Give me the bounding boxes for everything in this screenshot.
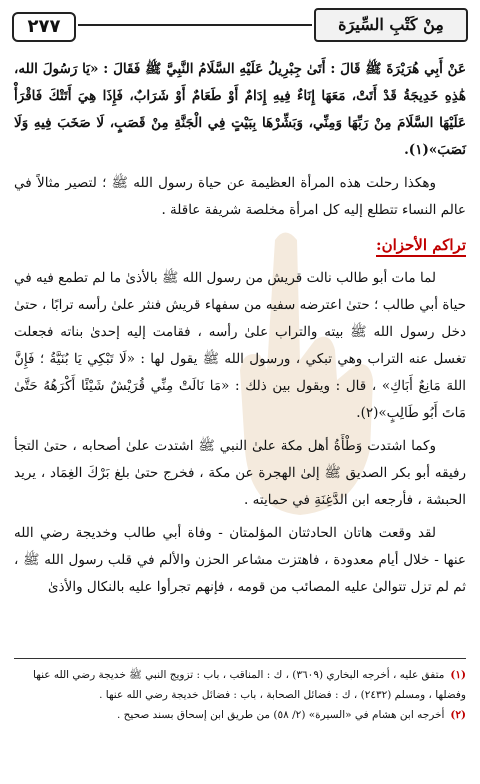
- footnote: [14, 705, 466, 725]
- header-divider: [78, 24, 312, 26]
- section-heading-wrap: [14, 230, 466, 265]
- body-paragraph: لقد وقعت هاتان الحادثتان المؤلمتان - وفاة أبي طالب وخديجة رضي الله عنها - خلال أيام معدودة ، فاهتزت مشاعر الحزن والألم في قلب رسول الله ﷺ ، ثم لم تزل تتوالىٰ عليه المصائب من قومه ، فإنهم تجرأوا عليه بالنكال والأذىٰ: [14, 525, 466, 595]
- footnote: [14, 665, 466, 705]
- page-header: [12, 6, 468, 42]
- page-number: ٢٧٧: [12, 12, 76, 42]
- footnote-text: متفق عليه ، أخرجه البخاري (٣٦٠٩) ، ك : المناقب ، باب : تزويج النبي ﷺ خديجة رضي الله عنها وفضلها ، ومسلم (٢٤٣٢) ، ك : فضائل الصحابة ، باب : فضائل خديجة رضي الله عنها .: [33, 669, 466, 701]
- running-title: مِنْ كَتْبِ السِّيرَة: [314, 8, 468, 42]
- footnotes: [14, 658, 466, 725]
- body-paragraph: لما مات أبو طالب نالت قريش من رسول الله ﷺ بالأذىٰ ما لم تطمع فيه في حياة أبي طالب ؛ حتىٰ اعترضه سفيه من سفهاء قريش فنثر علىٰ رأسه ترابًا ، حتىٰ دخل رسول الله ﷺ بيته والتراب علىٰ رأسه ، فقامت إليه إحدىٰ بناته فجعلت تغسل عنه التراب وهي تبكي ، ورسول الله ﷺ يقول لها : «لَا تَبْكِي يَا بُنَيَّةُ ؛ فَإِنَّ اللهَ مَانِعٌ أَبَاكِ» ، قال : ويقول بين ذلك : «مَا نَالَتْ مِنِّي قُرَيْشٌ شَيْئًا أَكْرَهُهُ حَتَّىٰ مَاتَ أَبُو طَالِبٍ»(٢).: [14, 270, 466, 421]
- footnote-text: أخرجه ابن هشام في «السيرة» (٢/ ٥٨) من طريق ابن إسحاق بسند صحيح .: [116, 709, 445, 721]
- body-paragraph: وكما اشتدت وَطْأَةُ أهل مكة علىٰ النبي ﷺ اشتدت علىٰ أصحابه ، حتىٰ التجأ رفيقه أبو بكر الصديق ﷺ إلىٰ الهجرة عن مكة ، فخرج حتىٰ بلغ بَرْكَ الغِمَاد ، يريد الحبشة ، فأرجعه ابن الدَّغِنَةِ في حمايته .: [14, 438, 466, 508]
- footnote-number: (١): [450, 669, 466, 681]
- body-paragraph: وهكذا رحلت هذه المرأة العظيمة عن حياة رسول الله ﷺ ؛ لتصير مثالاً في عالم النساء تتطلع إليه كل امرأة مخلصة شريفة عاقلة .: [14, 175, 466, 218]
- hadith-paragraph: عَنْ أَبِي هُرَيْرَةَ ﷺ قَالَ : أَتَىٰ جِبْرِيلُ عَلَيْهِ السَّلَامُ النَّبِيَّ ﷺ فَقَالَ : «يَا رَسُولَ الله، هَٰذِهِ خَدِيجَةُ قَدْ أَتَتْ، مَعَهَا إِنَاءٌ فِيهِ إِدَامٌ أَوْ طَعَامٌ أَوْ شَرَابٌ، فَإِذَا هِيَ أَتَتْكَ فَاقْرَأْ عَلَيْهَا السَّلَامَ مِنْ رَبِّهَا وَمِنِّي، وَبَشِّرْهَا بِبَيْتٍ فِي الْجَنَّةِ مِنْ قَصَبٍ، لَا صَخَبَ فِيهِ وَلَا نَصَبَ»(١).: [14, 61, 466, 158]
- main-text: [14, 56, 466, 607]
- footnote-number: (٢): [450, 709, 466, 721]
- section-heading: تراكم الأحزان:: [376, 236, 466, 257]
